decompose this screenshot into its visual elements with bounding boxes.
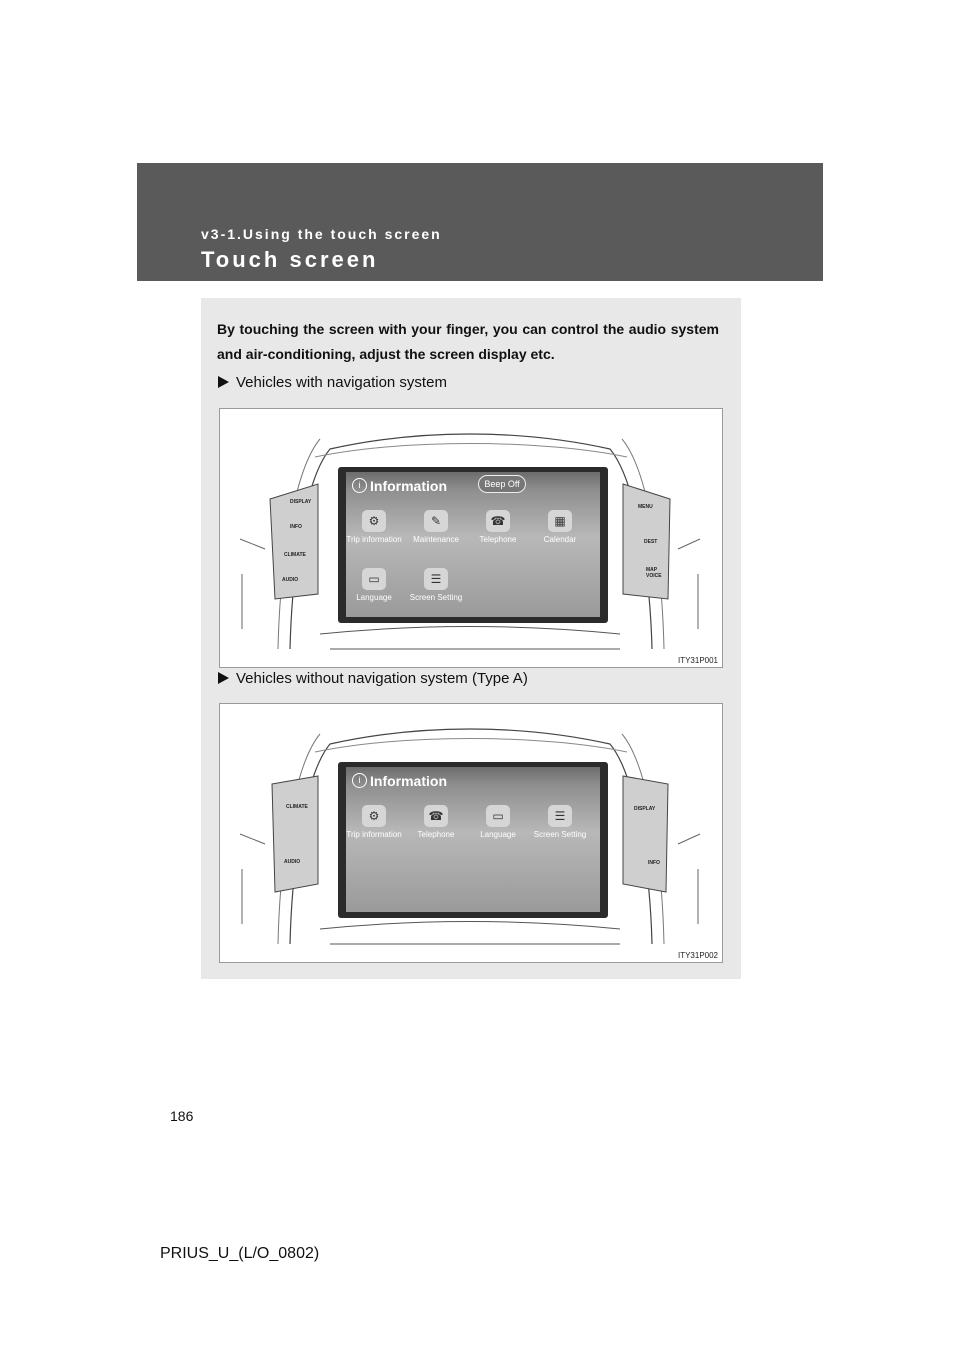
side-button-info: INFO [290, 524, 302, 530]
info-icon: i [352, 478, 367, 493]
content-panel [201, 298, 741, 979]
screen-setting-icon: ☰ [424, 568, 448, 590]
language-item: ▭ Language [466, 805, 530, 839]
calendar-icon: ▦ [548, 510, 572, 532]
section-label: v3-1.Using the touch screen [201, 226, 442, 242]
footer-code: PRIUS_U_(L/O_0802) [160, 1245, 320, 1262]
maintenance-item: ✎ Maintenance [404, 510, 468, 544]
phone-icon: ☎ [424, 805, 448, 827]
screen-setting-item: ☰ Screen Setting [404, 568, 468, 602]
info-icon: i [352, 773, 367, 788]
figure-nav [219, 408, 723, 668]
book-icon: ▭ [362, 568, 386, 590]
page-number: 186 [170, 1108, 194, 1124]
side-button-menu: MENU [638, 504, 653, 510]
side-button-audio: AUDIO [284, 859, 301, 865]
page-title: Touch screen [201, 247, 379, 272]
triangle-bullet-icon [218, 376, 229, 388]
screen-setting-icon: ☰ [548, 805, 572, 827]
trip-information-item: ⚙ Trip information [342, 510, 406, 544]
side-button-climate: CLIMATE [286, 804, 308, 810]
touch-screen [338, 762, 608, 918]
intro-text: By touching the screen with your finger, you can control the audio system and air-conditioning, adjust the screen display etc. [217, 321, 719, 362]
trip-information-item: ⚙ Trip information [342, 805, 406, 839]
screen-setting-item: ☰ Screen Setting [528, 805, 592, 839]
telephone-item: ☎ Telephone [466, 510, 530, 544]
figure-code: ITY31P002 [677, 951, 718, 960]
tire-icon: ⚙ [362, 805, 386, 827]
language-item: ▭ Language [342, 568, 406, 602]
side-button-display: DISPLAY [634, 806, 656, 812]
book-icon: ▭ [486, 805, 510, 827]
screen-title: Information [370, 773, 447, 789]
side-button-audio: AUDIO [282, 577, 299, 583]
calendar-item: ▦ Calendar [528, 510, 592, 544]
wrench-icon: ✎ [424, 510, 448, 532]
figure-no-nav [219, 703, 723, 963]
tire-icon: ⚙ [362, 510, 386, 532]
touch-screen [338, 467, 608, 623]
side-button-info: INFO [648, 860, 660, 866]
triangle-bullet-icon [218, 672, 229, 684]
telephone-item: ☎ Telephone [404, 805, 468, 839]
header-bar [137, 163, 823, 281]
figure-caption-nav: Vehicles with navigation system [218, 374, 447, 391]
figure-caption-no-nav: Vehicles without navigation system (Type A) [218, 670, 528, 687]
beep-off-button: Beep Off [478, 475, 526, 493]
side-button-climate: CLIMATE [284, 552, 306, 558]
screen-title: Information [370, 478, 447, 494]
phone-icon: ☎ [486, 510, 510, 532]
figure-code: ITY31P001 [677, 656, 718, 665]
side-button-dest: DEST [644, 539, 658, 545]
side-button-display: DISPLAY [290, 499, 312, 505]
side-button-map-voice: MAP VOICE [646, 567, 662, 579]
